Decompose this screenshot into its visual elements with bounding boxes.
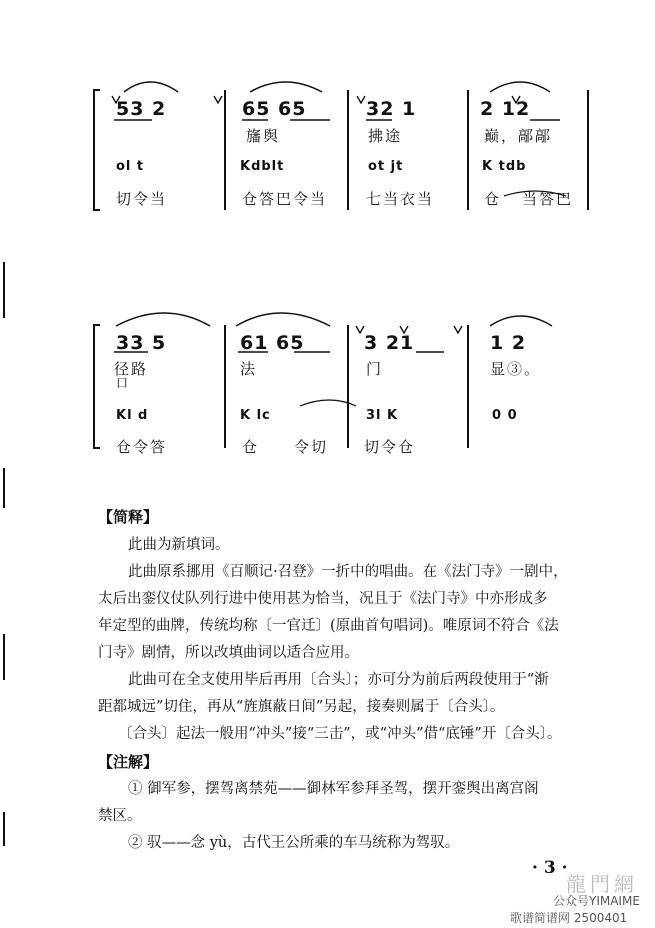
percussion-notation: ol t bbox=[116, 159, 145, 174]
percussion-notation: K tdb bbox=[482, 159, 527, 174]
percussion-syllables: 当答巴 bbox=[522, 190, 574, 208]
note-group: 3 21 bbox=[364, 332, 415, 354]
heading-zhujie: 【注解】 bbox=[98, 753, 159, 771]
percussion-notation: Kdblt bbox=[240, 159, 285, 174]
paragraph: 年定型的曲牌，传统均称〔一官迁〕(原曲首句唱词)。唯原词不符合《法 bbox=[98, 618, 559, 634]
paragraph: 此曲为新填词。 bbox=[128, 537, 230, 553]
percussion-syllables: 令切 bbox=[294, 438, 329, 456]
page-number: · 3 · bbox=[532, 858, 568, 878]
note-group: 1 2 bbox=[490, 332, 527, 354]
percussion-syllables: 仓 bbox=[242, 438, 260, 456]
paragraph: 此曲原系挪用《百顺记·召登》一折中的唱曲。在《法门寺》一剧中， bbox=[128, 564, 568, 580]
slur bbox=[490, 82, 550, 92]
heading-jianshi: 【简释】 bbox=[98, 508, 159, 526]
slur bbox=[490, 316, 552, 326]
slur bbox=[116, 313, 210, 326]
percussion-syllables: 仓令答 bbox=[116, 438, 168, 456]
percussion-syllables: 切令当 bbox=[116, 190, 168, 208]
percussion-syllables: 切令仓 bbox=[364, 438, 416, 456]
percussion-syllables: 七当衣当 bbox=[366, 190, 435, 208]
note-group: 53 2 bbox=[116, 98, 167, 120]
note-group: 33 5 bbox=[116, 332, 167, 354]
lyric: 径路 bbox=[114, 360, 149, 378]
lyric: 巅，鄗鄗 bbox=[484, 127, 553, 145]
paragraph: 距都城远”切住，再从“旌旗蔽日间”另起，接奏则属于〔合头〕。 bbox=[98, 699, 505, 715]
percussion-syllables: 仓答巴令当 bbox=[242, 190, 328, 208]
lyric: 法 bbox=[240, 360, 258, 378]
watermark-logo: 龍門網 bbox=[566, 872, 638, 896]
system-bracket bbox=[94, 325, 100, 448]
percussion-notation: Kl d bbox=[116, 408, 149, 423]
lyric: 显③。 bbox=[490, 360, 542, 378]
percussion-notation: K lc bbox=[240, 408, 271, 423]
system-bracket bbox=[94, 90, 100, 210]
paragraph: 〔合头〕起法一般用“冲头”接“三击”，或“冲头”借“底锤”开〔合头〕。 bbox=[118, 726, 562, 742]
note-group: 2 12 bbox=[480, 98, 531, 120]
annotation: ① 御军参，摆驾离禁苑——御林军参拜圣驾，摆开銮舆出离宫阁 bbox=[128, 781, 539, 797]
paragraph: 太后出銮仪仗队列行进中使用甚为恰当，况且于《法门寺》中亦形成多 bbox=[98, 591, 548, 607]
note-group: 32 1 bbox=[366, 98, 417, 120]
watermark-line1: 公众号YIMAIME bbox=[553, 894, 640, 908]
percussion-notation: 0 0 bbox=[492, 408, 518, 423]
slur bbox=[124, 82, 178, 92]
percussion-notation: ot jt bbox=[368, 159, 404, 174]
slur bbox=[250, 82, 322, 92]
percussion-notation: 3l K bbox=[366, 408, 399, 423]
note-group: 65 65 bbox=[242, 98, 307, 120]
percussion-syllables: 仓 bbox=[484, 190, 502, 208]
paragraph: 门寺》剧情，所以改填曲词以适合应用。 bbox=[98, 645, 359, 661]
annotation: 禁区。 bbox=[98, 808, 142, 824]
note-group: 61 65 bbox=[240, 332, 305, 354]
lyric-small: 口 bbox=[116, 376, 129, 390]
slur bbox=[236, 313, 330, 326]
lyric: 拂途 bbox=[368, 127, 403, 145]
annotation: ② 驭——念 yù，古代王公所乘的车马统称为驾驭。 bbox=[128, 835, 460, 851]
lyric: 旛舆 bbox=[246, 127, 281, 145]
watermark-line2: 歌谱简谱网 2500401 bbox=[510, 911, 628, 925]
paragraph: 此曲可在全支使用毕后再用〔合头〕；亦可分为前后两段使用于“渐 bbox=[128, 672, 549, 688]
lyric: 门 bbox=[366, 360, 384, 378]
